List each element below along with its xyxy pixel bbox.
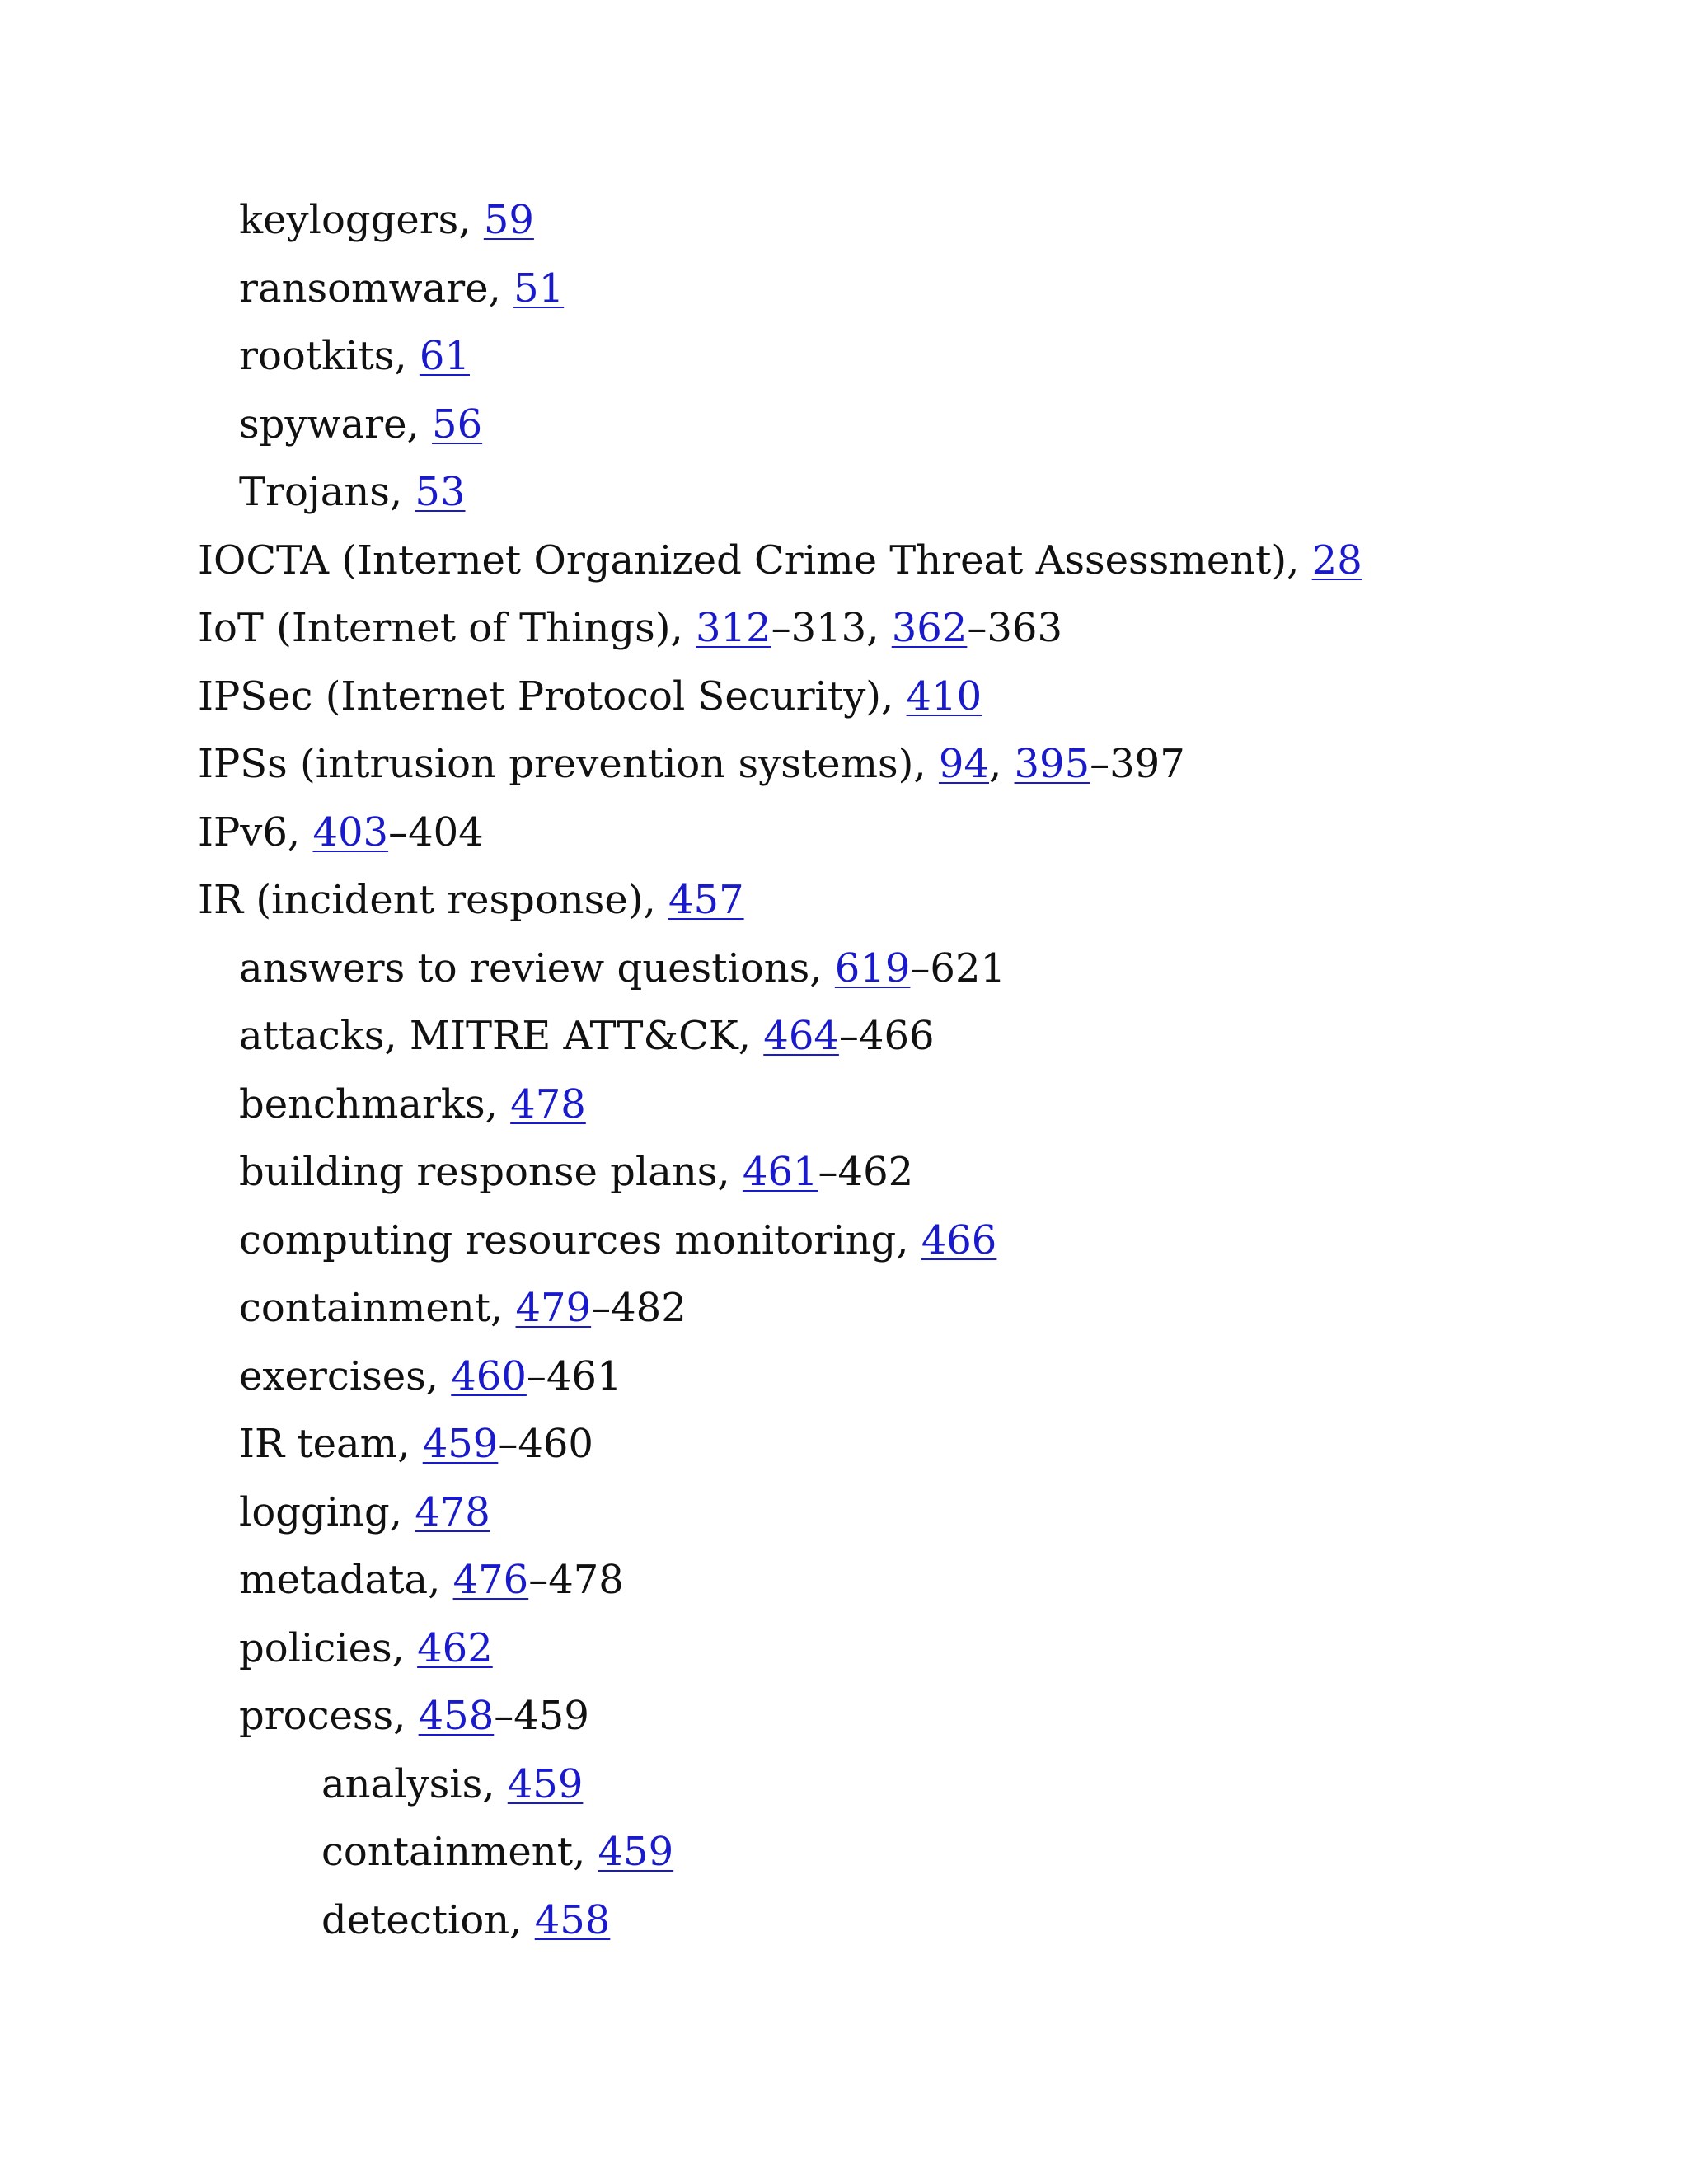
index-list (0, 186, 1688, 1954)
page-link[interactable]: 459 (507, 1760, 584, 1807)
index-term: IOCTA (Internet Organized Crime Threat Assessment) (198, 537, 1287, 583)
index-term: IPSec (Internet Protocol Security) (198, 673, 882, 719)
index-term: rootkits (239, 333, 395, 379)
index-term: IPSs (intrusion prevention systems) (198, 741, 914, 787)
page-link[interactable]: 478 (415, 1488, 490, 1535)
index-term: IR team (239, 1421, 398, 1467)
index-entry: building response plans, 461–462 (239, 1149, 914, 1195)
page-link[interactable]: 59 (483, 197, 534, 243)
index-term: ransomware (239, 265, 489, 312)
index-entry: metadata, 476–478 (239, 1557, 624, 1603)
page-range-end: 482 (611, 1285, 687, 1331)
page-range-end: 478 (548, 1557, 624, 1603)
index-entry: logging, 478 (239, 1488, 490, 1535)
index-entry: spyware, 56 (239, 401, 483, 448)
page-link[interactable]: 403 (312, 808, 389, 855)
page-link[interactable]: 459 (422, 1421, 499, 1467)
page-link[interactable]: 461 (742, 1149, 818, 1195)
page-link[interactable]: 479 (515, 1285, 592, 1331)
index-term: policies (239, 1624, 392, 1671)
page-link[interactable]: 459 (598, 1829, 674, 1875)
page-range-end: 363 (987, 605, 1062, 651)
page-link[interactable]: 56 (432, 401, 483, 448)
index-term: IPv6 (198, 808, 288, 855)
index-term: benchmarks (239, 1080, 485, 1127)
page-link[interactable]: 395 (1014, 741, 1090, 787)
index-entry: IoT (Internet of Things), 312–313, 362–363 (198, 605, 1062, 651)
index-term: logging (239, 1488, 390, 1535)
index-term: process (239, 1693, 394, 1739)
index-term: spyware (239, 401, 407, 448)
index-term: Trojans (239, 469, 390, 515)
index-term: keyloggers (239, 197, 459, 243)
index-entry: attacks, MITRE ATT&CK, 464–466 (239, 1013, 935, 1059)
index-entry: Trojans, 53 (239, 469, 466, 515)
index-term: IR (incident response) (198, 877, 644, 923)
page-link[interactable]: 466 (921, 1216, 997, 1263)
index-entry: IR (incident response), 457 (198, 877, 744, 923)
page-link[interactable]: 53 (415, 469, 466, 515)
index-entry: rootkits, 61 (239, 333, 470, 379)
page-link[interactable]: 312 (695, 605, 771, 651)
index-term: metadata (239, 1557, 429, 1603)
page-link[interactable]: 460 (451, 1352, 527, 1399)
page-range-end: 404 (408, 808, 484, 855)
page-range-end: 460 (518, 1421, 593, 1467)
index-term: detection (321, 1896, 510, 1943)
page-range-end: 621 (930, 944, 1006, 991)
index-entry: containment, 459 (321, 1829, 674, 1875)
index-entry: analysis, 459 (321, 1760, 584, 1807)
page-link[interactable]: 362 (891, 605, 968, 651)
index-term: containment (321, 1829, 573, 1875)
index-entry: IOCTA (Internet Organized Crime Threat Assessment), 28 (198, 537, 1362, 583)
index-entry: IPSec (Internet Protocol Security), 410 (198, 673, 982, 719)
index-entry: answers to review questions, 619–621 (239, 944, 1006, 991)
page-link[interactable]: 462 (417, 1624, 493, 1671)
page-link[interactable]: 410 (906, 673, 982, 719)
page-link[interactable]: 476 (452, 1557, 529, 1603)
page-range-end: 466 (858, 1013, 935, 1059)
index-term: exercises (239, 1352, 426, 1399)
page-range-end: 461 (546, 1352, 622, 1399)
page-link[interactable]: 457 (668, 877, 744, 923)
page-link[interactable]: 464 (763, 1013, 839, 1059)
page-link[interactable]: 458 (418, 1693, 495, 1739)
page-link[interactable]: 61 (419, 333, 470, 379)
index-entry: detection, 458 (321, 1896, 611, 1943)
page-link[interactable]: 478 (510, 1080, 586, 1127)
index-term: answers to review questions (239, 944, 810, 991)
page-range-end: 462 (837, 1149, 914, 1195)
page-link[interactable]: 619 (834, 944, 911, 991)
index-entry: IPv6, 403–404 (198, 808, 484, 855)
index-term: analysis (321, 1760, 483, 1807)
index-entry: policies, 462 (239, 1624, 493, 1671)
index-entry: ransomware, 51 (239, 265, 565, 312)
page-range-end: 397 (1109, 741, 1185, 787)
index-term: containment (239, 1285, 490, 1331)
page-link[interactable]: 94 (938, 741, 989, 787)
page-link[interactable]: 28 (1311, 537, 1362, 583)
index-term: computing resources monitoring (239, 1216, 897, 1263)
index-entry: exercises, 460–461 (239, 1352, 622, 1399)
page-range-end: 313 (790, 605, 867, 651)
page-link[interactable]: 458 (534, 1896, 611, 1943)
index-entry: IPSs (intrusion prevention systems), 94, 395–397 (198, 741, 1185, 787)
page-link[interactable]: 51 (513, 265, 565, 312)
index-entry: IR team, 459–460 (239, 1421, 593, 1467)
index-term: IoT (Internet of Things) (198, 605, 671, 651)
index-term: attacks, MITRE ATT&CK (239, 1013, 738, 1059)
index-entry: process, 458–459 (239, 1693, 589, 1739)
index-entry: computing resources monitoring, 466 (239, 1216, 997, 1263)
index-entry: keyloggers, 59 (239, 197, 534, 243)
index-entry: containment, 479–482 (239, 1285, 687, 1331)
index-term: building response plans (239, 1149, 718, 1195)
index-entry: benchmarks, 478 (239, 1080, 586, 1127)
page-range-end: 459 (513, 1693, 589, 1739)
